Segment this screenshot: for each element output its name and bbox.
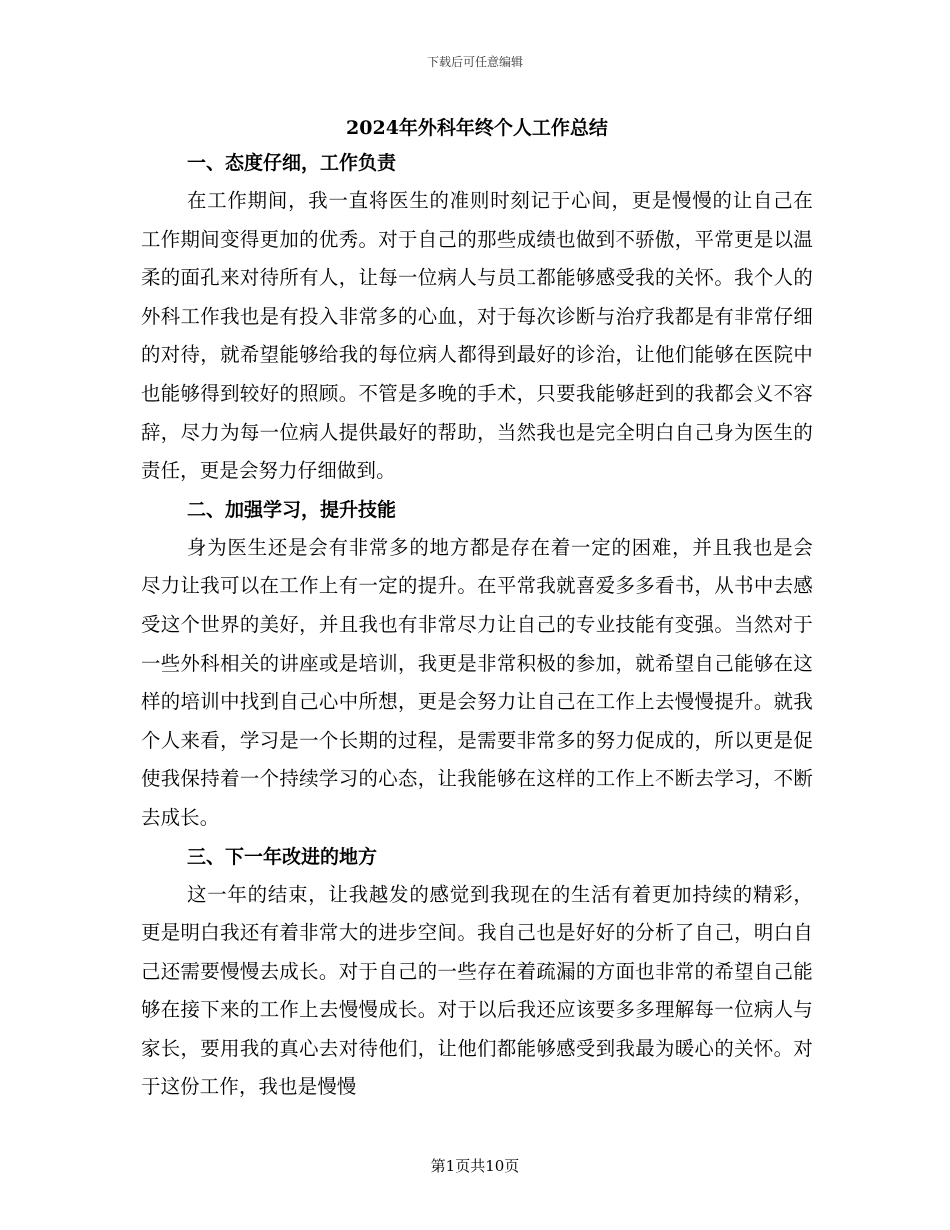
section-heading: 一、态度仔细，工作负责 bbox=[187, 152, 397, 174]
section-heading: 二、加强学习，提升技能 bbox=[187, 498, 397, 521]
section-paragraph: 身为医生还是会有非常多的地方都是存在着一定的困难，并且我也是会尽力让我可以在工作上有一定的提升。在平常我就喜爱多多看书，从书中去感受这个世界的美好，并且我也有非常尽力让自己的专业技能有变强。当然对于一些外科相关的讲座或是培训，我更是非常积极的参加，就希望自己能够在这样的培训中找到自己心中所想，更是会努力让自己在工作上去慢慢提升。就我个人来看，学习是一个长期的过程，是需要非常多的努力促成的，所以更是促使我保持着一个持续学习的心态，让我能够在这样的工作上不断去学习，不断去成长。 bbox=[141, 535, 813, 829]
section-learning bbox=[141, 491, 813, 838]
section-attitude bbox=[141, 144, 813, 491]
section-paragraph: 在工作期间，我一直将医生的准则时刻记于心间，更是慢慢的让自己在工作期间变得更加的优秀。对于自己的那些成绩也做到不骄傲，平常更是以温柔的面孔来对待所有人，让每一位病人与员工都能够感受我的关怀。我个人的外科工作我也是有投入非常多的心血，对于每次诊断与治疗我都是有非常仔细的对待，就希望能够给我的每位病人都得到最好的诊治，让他们能够在医院中也能够得到较好的照顾。不管是多晚的手术，只要我能够赶到的我都会义不容辞，尽力为每一位病人提供最好的帮助，当然我也是完全明白自己身为医生的责任，更是会努力仔细做到。 bbox=[141, 189, 813, 483]
document-title: 2024年外科年终个人工作总结 bbox=[346, 117, 608, 139]
section-paragraph: 这一年的结束，让我越发的感觉到我现在的生活有着更加持续的精彩，更是明白我还有着非常大的进步空间。我自己也是好好的分析了自己，明白自己还需要慢慢去成长。对于自己的一些存在着疏漏的方面也非常的希望自己能够在接下来的工作上去慢慢成长。对于以后我还应该要多多理解每一位病人与家长，要用我的真心去对待他们，让他们都能够感受到我最为暖心的关怀。对于这份工作，我也是慢慢 bbox=[141, 882, 813, 1099]
page-header: 下载后可任意编辑 bbox=[426, 55, 523, 69]
page-number: 第1页共10页 bbox=[430, 1157, 520, 1175]
document-body bbox=[141, 112, 813, 1107]
section-improvement bbox=[141, 838, 813, 1108]
section-heading: 三、下一年改进的地方 bbox=[187, 845, 378, 868]
